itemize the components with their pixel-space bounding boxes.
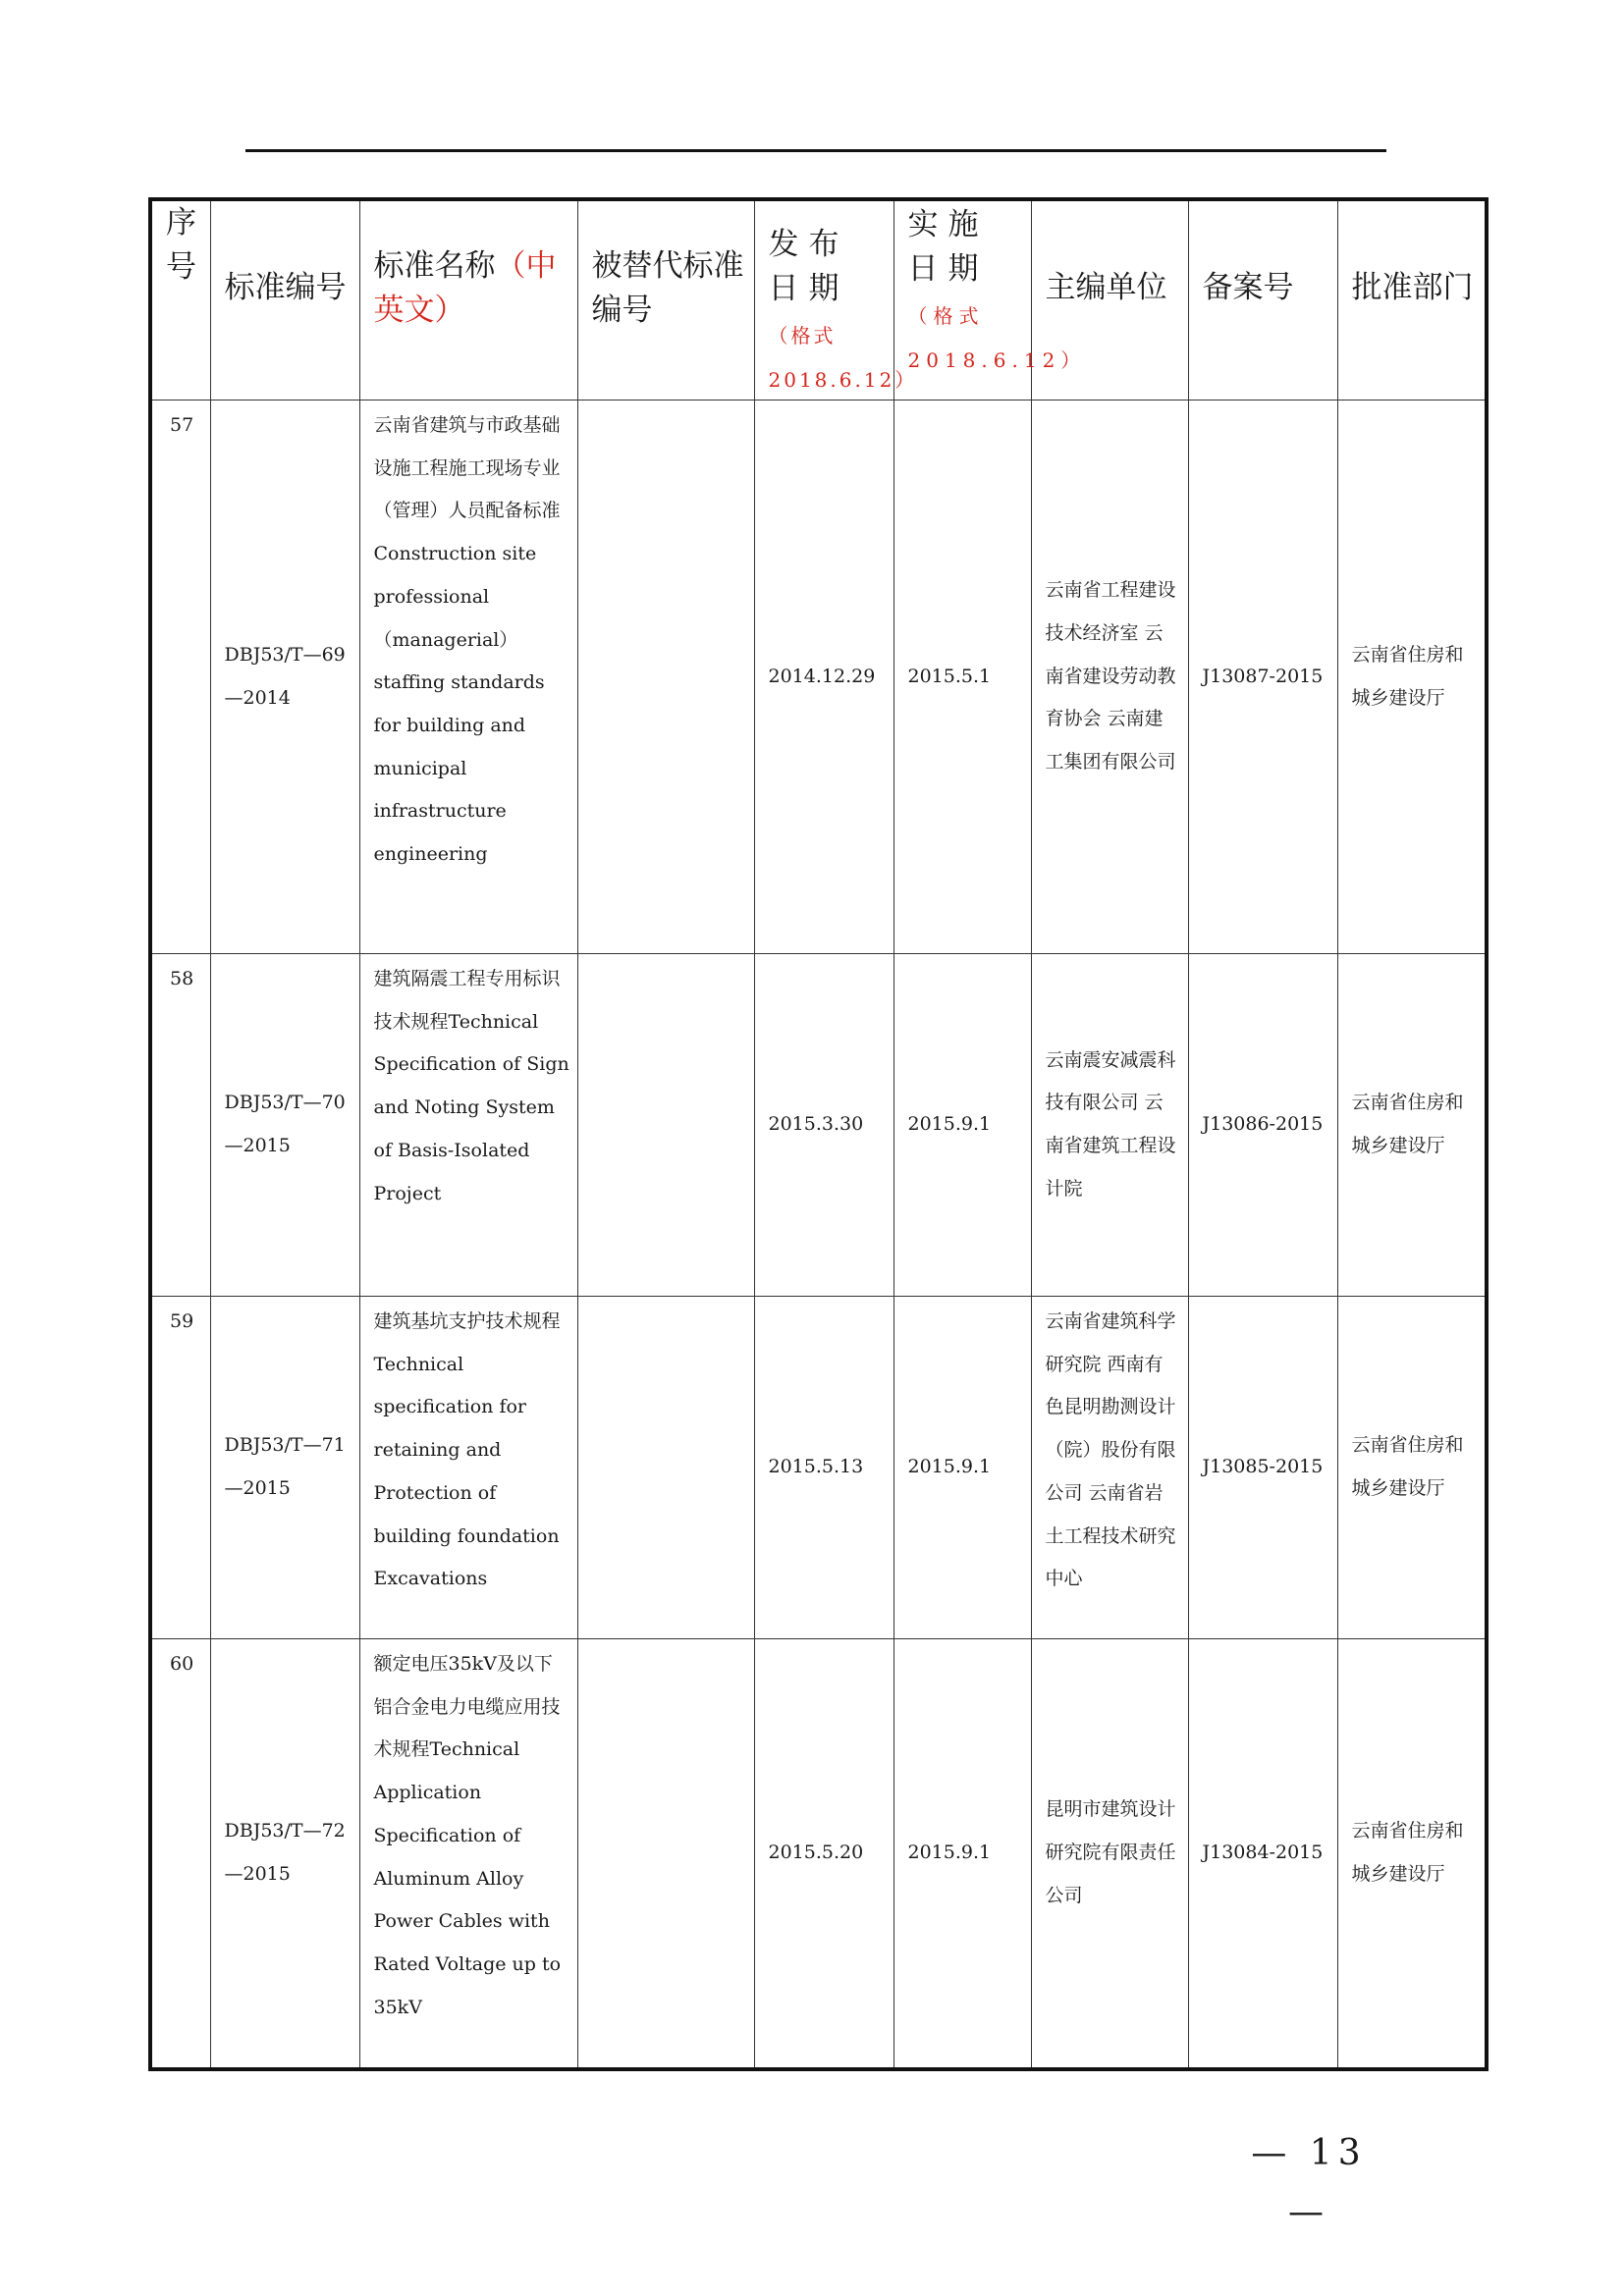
row-seq: 59 xyxy=(150,1297,210,1639)
header-editor: 主编单位 xyxy=(1031,199,1188,400)
table-row xyxy=(150,400,1487,954)
row-record-no-text: J13086-2015 xyxy=(1202,1113,1324,1136)
row-replaced xyxy=(577,954,754,1297)
table-row xyxy=(150,1639,1487,2069)
row-std-code xyxy=(210,400,359,954)
row-approver-text: 云南省住房和城乡建设厅 xyxy=(1351,1434,1464,1499)
header-impl-date-text: 实施日期 xyxy=(907,207,989,287)
row-impl-date xyxy=(893,1297,1031,1639)
row-std-code-text: DBJ53/T—69—2014 xyxy=(224,643,346,709)
row-editor xyxy=(1031,954,1188,1297)
header-publish-date xyxy=(754,199,918,400)
row-publish-date-text: 2015.5.13 xyxy=(768,1456,864,1478)
row-approver-text: 云南省住房和城乡建设厅 xyxy=(1351,1092,1464,1156)
header-std-name-lang: （中英文） xyxy=(373,248,557,328)
row-publish-date xyxy=(754,1639,893,2069)
row-std-name: 建筑基坑支护技术规程Technical specification for retaining and Protection of building foundation Excavations xyxy=(359,1297,577,1639)
row-std-code xyxy=(210,1297,359,1639)
row-impl-date-text: 2015.9.1 xyxy=(907,1456,992,1478)
row-std-code-text: DBJ53/T—72—2015 xyxy=(224,1820,346,1885)
row-record-no-text: J13087-2015 xyxy=(1202,665,1324,687)
row-approver-text: 云南省住房和城乡建设厅 xyxy=(1351,643,1464,709)
header-impl-date-format: （格式2018.6.12） xyxy=(907,304,1087,372)
row-approver xyxy=(1337,400,1487,954)
row-record-no xyxy=(1188,1297,1337,1639)
page-number: — 13 — xyxy=(1251,2133,1367,2232)
row-std-code-text: DBJ53/T—70—2015 xyxy=(224,1092,346,1156)
row-impl-date-text: 2015.5.1 xyxy=(907,665,992,687)
row-record-no-text: J13084-2015 xyxy=(1202,1841,1324,1863)
row-seq: 58 xyxy=(150,954,210,1297)
row-std-code xyxy=(210,954,359,1297)
row-replaced xyxy=(577,1297,754,1639)
header-std-name xyxy=(359,199,577,400)
row-seq: 60 xyxy=(150,1639,210,2069)
table-row xyxy=(150,954,1487,1297)
row-impl-date xyxy=(893,1639,1031,2069)
header-record-no: 备案号 xyxy=(1188,199,1337,400)
row-approver xyxy=(1337,1639,1487,2069)
row-replaced xyxy=(577,400,754,954)
row-std-name: 建筑隔震工程专用标识技术规程Technical Specification of Sign and Noting System of Basis-Isolated Project xyxy=(359,954,577,1297)
row-impl-date-text: 2015.9.1 xyxy=(907,1113,992,1136)
row-editor-text: 云南震安减震科技有限公司 云南省建筑工程设计院 xyxy=(1045,1048,1176,1200)
header-replaced: 被替代标准编号 xyxy=(577,199,754,400)
header-rule xyxy=(245,149,1386,152)
row-std-name: 额定电压35kV及以下铝合金电力电缆应用技术规程Technical Application Specification of Aluminum Alloy Power Cables with Rated Voltage up to 35kV xyxy=(359,1639,577,2069)
standards-table xyxy=(148,197,1489,2071)
header-std-code: 标准编号 xyxy=(210,199,359,400)
table-header-row xyxy=(150,199,1487,400)
row-approver-text: 云南省住房和城乡建设厅 xyxy=(1351,1820,1464,1885)
row-seq: 57 xyxy=(150,400,210,954)
row-impl-date xyxy=(893,400,1031,954)
row-replaced xyxy=(577,1639,754,2069)
table-row xyxy=(150,1297,1487,1639)
header-publish-date-text: 发布日期 xyxy=(768,227,849,306)
row-std-name: 云南省建筑与市政基础设施工程施工现场专业（管理）人员配备标准Construction site professional （managerial） staffing standards for building and municipal infrastructure engineering xyxy=(359,400,577,954)
row-publish-date xyxy=(754,1297,893,1639)
row-publish-date xyxy=(754,954,893,1297)
row-editor xyxy=(1031,1639,1188,2069)
row-editor: 云南省建筑科学研究院 西南有色昆明勘测设计（院）股份有限公司 云南省岩土工程技术研究中心 xyxy=(1031,1297,1188,1639)
row-editor xyxy=(1031,400,1188,954)
row-publish-date-text: 2015.3.30 xyxy=(768,1113,864,1136)
header-impl-date xyxy=(893,199,1087,400)
header-approver: 批准部门 xyxy=(1337,199,1487,400)
row-editor-text: 昆明市建筑设计研究院有限责任公司 xyxy=(1045,1798,1176,1906)
row-publish-date-text: 2014.12.29 xyxy=(768,665,876,687)
row-publish-date-text: 2015.5.20 xyxy=(768,1841,864,1863)
row-std-code-text: DBJ53/T—71—2015 xyxy=(224,1434,346,1499)
row-impl-date xyxy=(893,954,1031,1297)
row-approver xyxy=(1337,1297,1487,1639)
row-record-no xyxy=(1188,400,1337,954)
row-publish-date xyxy=(754,400,893,954)
header-seq: 序号 xyxy=(150,199,210,400)
row-record-no-text: J13085-2015 xyxy=(1202,1456,1324,1478)
row-impl-date-text: 2015.9.1 xyxy=(907,1841,992,1863)
header-publish-date-format: （格式2018.6.12） xyxy=(768,324,918,392)
row-approver xyxy=(1337,954,1487,1297)
row-std-code xyxy=(210,1639,359,2069)
row-record-no xyxy=(1188,954,1337,1297)
row-editor-text: 云南省工程建设技术经济室 云南省建设劳动教育协会 云南建工集团有限公司 xyxy=(1045,579,1176,774)
header-std-name-text: 标准名称 xyxy=(373,248,496,284)
row-record-no xyxy=(1188,1639,1337,2069)
